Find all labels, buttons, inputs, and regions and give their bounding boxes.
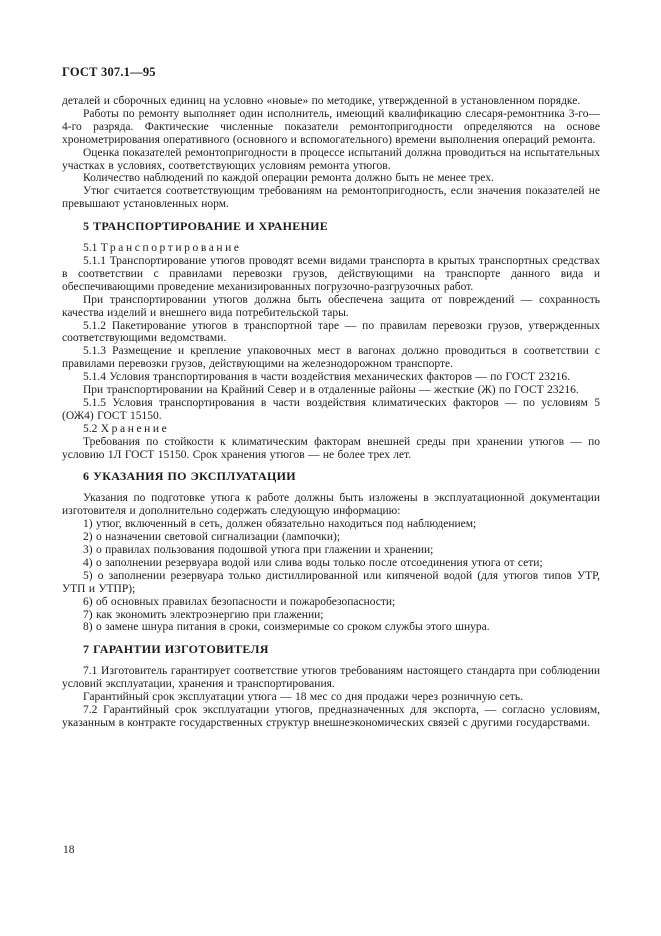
subsection-title: Транспортирование	[100, 242, 242, 255]
paragraph: 5.1.2 Пакетирование утюгов в транспортной таре — по правилам перевозки грузов, утвержденных соответствующими ведомствами.	[62, 319, 600, 345]
list-item: 7) как экономить электроэнергию при глажении;	[83, 608, 324, 621]
list-item: 6) об основных правилах безопасности и пожаробезопасности;	[83, 595, 396, 608]
list-item: 8) о замене шнура питания в сроки, соизмеримые со сроком службы этого шнура.	[83, 621, 490, 634]
paragraph: 7.2 Гарантийный срок эксплуатации утюгов, предназначенных для экспорта, — согласно условиям, указанным в контракте государственных структур внешнеэкономических связей с другими государствами.	[62, 703, 600, 729]
list-item: 3) о правилах пользования подошвой утюга при глажении и хранении;	[83, 544, 434, 556]
paragraph: Гарантийный срок эксплуатации утюга — 18 мес со дня продажи через розничную сеть.	[83, 691, 523, 704]
paragraph: Оценка показателей ремонтопригодности в процессе испытаний должна проводиться на испытательных участках в условиях, соответствующих условиям ремонта утюгов.	[62, 146, 600, 172]
paragraph: Работы по ремонту выполняет один исполнитель, имеющий квалификацию слесаря-ремонтника 3-го— 4-го разряда. Фактические численные показатели ремонтопригодности определяются на основе хронометрирования оперативного (основного и вспомогательного) времени выполнения операций ремонта.	[62, 107, 600, 146]
list-item: 1) утюг, включенный в сеть, должен обязательно находиться под наблюдением;	[83, 518, 477, 531]
paragraph: 7.1 Изготовитель гарантирует соответствие утюгов требованиям настоящего стандарта при соблюдении условий эксплуатации, хранения и транспортирования.	[62, 665, 600, 691]
paragraph: 5.1.4 Условия транспортирования в части воздействия механических факторов — по ГОСТ 23216.	[83, 371, 571, 384]
paragraph: Утюг считается соответствующим требованиям на ремонтопригодность, если значения показателей не превышают установленных норм.	[62, 185, 600, 211]
paragraph: Количество наблюдений по каждой операции ремонта должно быть не менее трех.	[83, 172, 494, 185]
paragraph: 5.1.1 Транспортирование утюгов проводят всеми видами транспорта в крытых транспортных средствах в соответствии с правилами перевозки грузов, действующими на транспорте данного вида и обеспечивающими проведение механизированных погрузочно-разгрузочных работ.	[62, 254, 600, 293]
list-item: 2) о назначении световой сигнализации (лампочки);	[83, 531, 341, 544]
document-content	[62, 95, 600, 730]
page-number: 18	[63, 844, 75, 856]
section-heading: 7 ГАРАНТИИ ИЗГОТОВИТЕЛЯ	[83, 642, 269, 657]
paragraph: 5.1.3 Размещение и крепление упаковочных мест в вагонах должно проводиться в соответствии с правилами перевозки грузов, действующими на железнодорожном транспорте.	[62, 345, 600, 371]
subsection-heading	[62, 242, 600, 255]
paragraph: 5.1.5 Условия транспортирования в части воздействия климатических факторов — по условиям 5 (ОЖ4) ГОСТ 15150.	[62, 396, 600, 422]
paragraph: Требования по стойкости к климатическим факторам внешней среды при хранении утюгов — по условию 1Л ГОСТ 15150. Срок хранения утюгов — не более трех лет.	[62, 435, 600, 461]
paragraph: Указания по подготовке утюга к работе должны быть изложены в эксплуатационной документации изготовителя и дополнительно содержать следующую информацию:	[62, 492, 600, 518]
paragraph: При транспортировании на Крайний Север и в отдаленные районы — жесткие (Ж) по ГОСТ 23216.	[83, 384, 579, 397]
section-heading: 6 УКАЗАНИЯ ПО ЭКСПЛУАТАЦИИ	[83, 469, 296, 484]
list-item: 5) о заполнении резервуара только дистиллированной или кипяченой водой (для утюгов типов УТР, УТП и УТПР);	[62, 569, 600, 595]
paragraph: При транспортировании утюгов должна быть обеспечена защита от повреждений — сохранность качества изделий и внешнего вида потребительской тары.	[62, 293, 600, 319]
subsection-number: 5.2	[83, 422, 98, 435]
subsection-title: Хранение	[100, 422, 170, 435]
paragraph: деталей и сборочных единиц на условно «новые» по методике, утвержденной в установленном порядке.	[62, 95, 581, 107]
subsection-number: 5.1	[83, 242, 98, 255]
section-heading: 5 ТРАНСПОРТИРОВАНИЕ И ХРАНЕНИЕ	[83, 219, 329, 234]
list-item: 4) о заполнении резервуара водой или слива воды только после отсоединения утюга от сети;	[83, 556, 543, 569]
gost-header: ГОСТ 307.1—95	[62, 65, 156, 79]
subsection-heading	[62, 423, 600, 436]
